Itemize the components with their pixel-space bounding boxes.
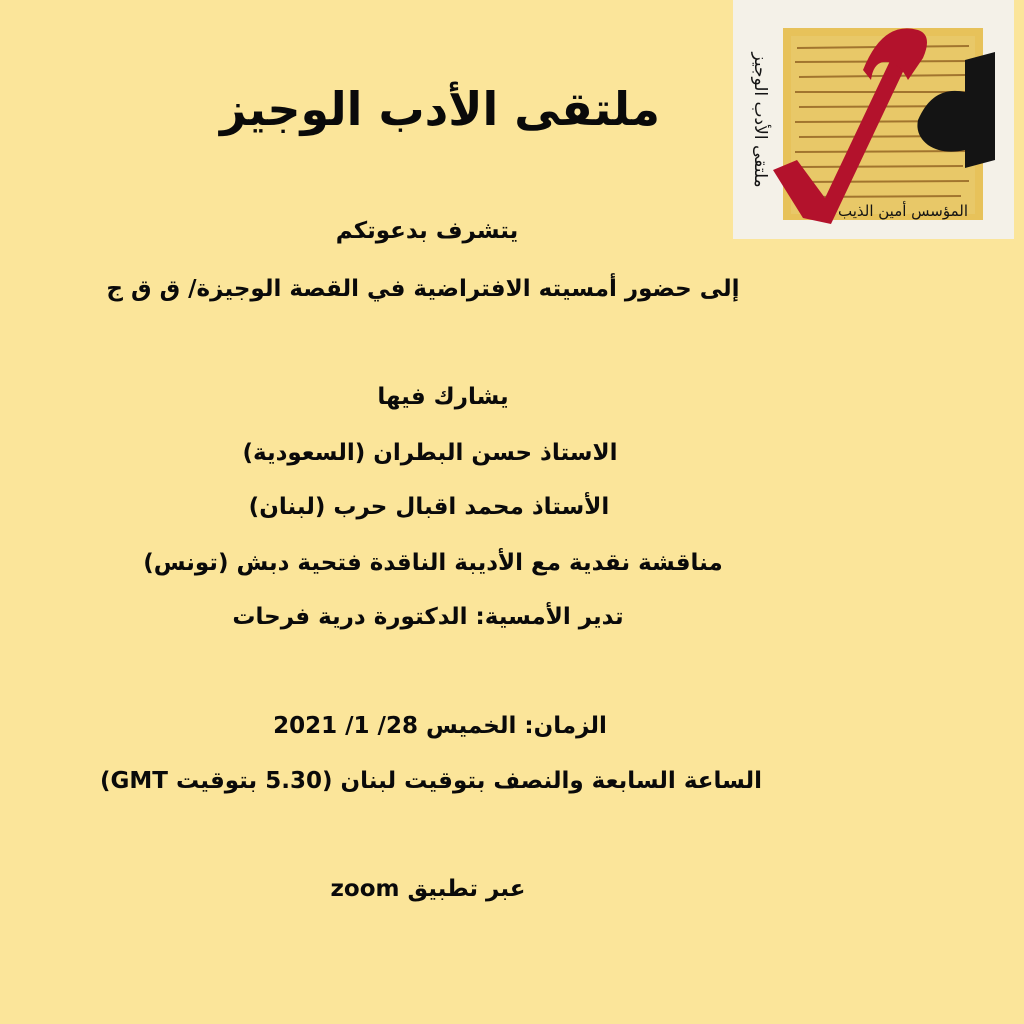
logo-graphic — [733, 0, 1014, 239]
logo-founder-text: المؤسس أمين الذيب — [837, 202, 969, 220]
black-letter-shape — [965, 52, 995, 168]
invitation-line-1: يتشرف بدعوتكم — [335, 218, 519, 244]
critic-discussion: مناقشة نقدية مع الأديبة الناقدة فتحية دبش (تونس) — [143, 550, 723, 576]
event-time: الساعة السابعة والنصف بتوقيت لبنان (5.30 بتوقيت GMT) — [99, 768, 763, 794]
event-date: الزمان: الخميس 28/ 1/ 2021 — [273, 713, 607, 739]
logo-vertical-text: ملتقى الأدب الوجيز — [750, 52, 770, 188]
forum-logo — [733, 0, 1014, 239]
event-platform: عبر تطبيق zoom — [330, 876, 526, 902]
participants-heading: يشارك فيها — [377, 384, 509, 410]
invitation-line-2: إلى حضور أمسيته الافتراضية في القصة الوجيزة/ ق ق ج — [106, 276, 740, 302]
participant-2: الأستاذ محمد اقبال حرب (لبنان) — [248, 494, 610, 520]
participant-1: الاستاذ حسن البطران (السعودية) — [242, 440, 618, 466]
poster-title: ملتقى الأدب الوجيز — [220, 82, 660, 136]
moderator-line: تدير الأمسية: الدكتورة درية فرحات — [232, 604, 624, 630]
